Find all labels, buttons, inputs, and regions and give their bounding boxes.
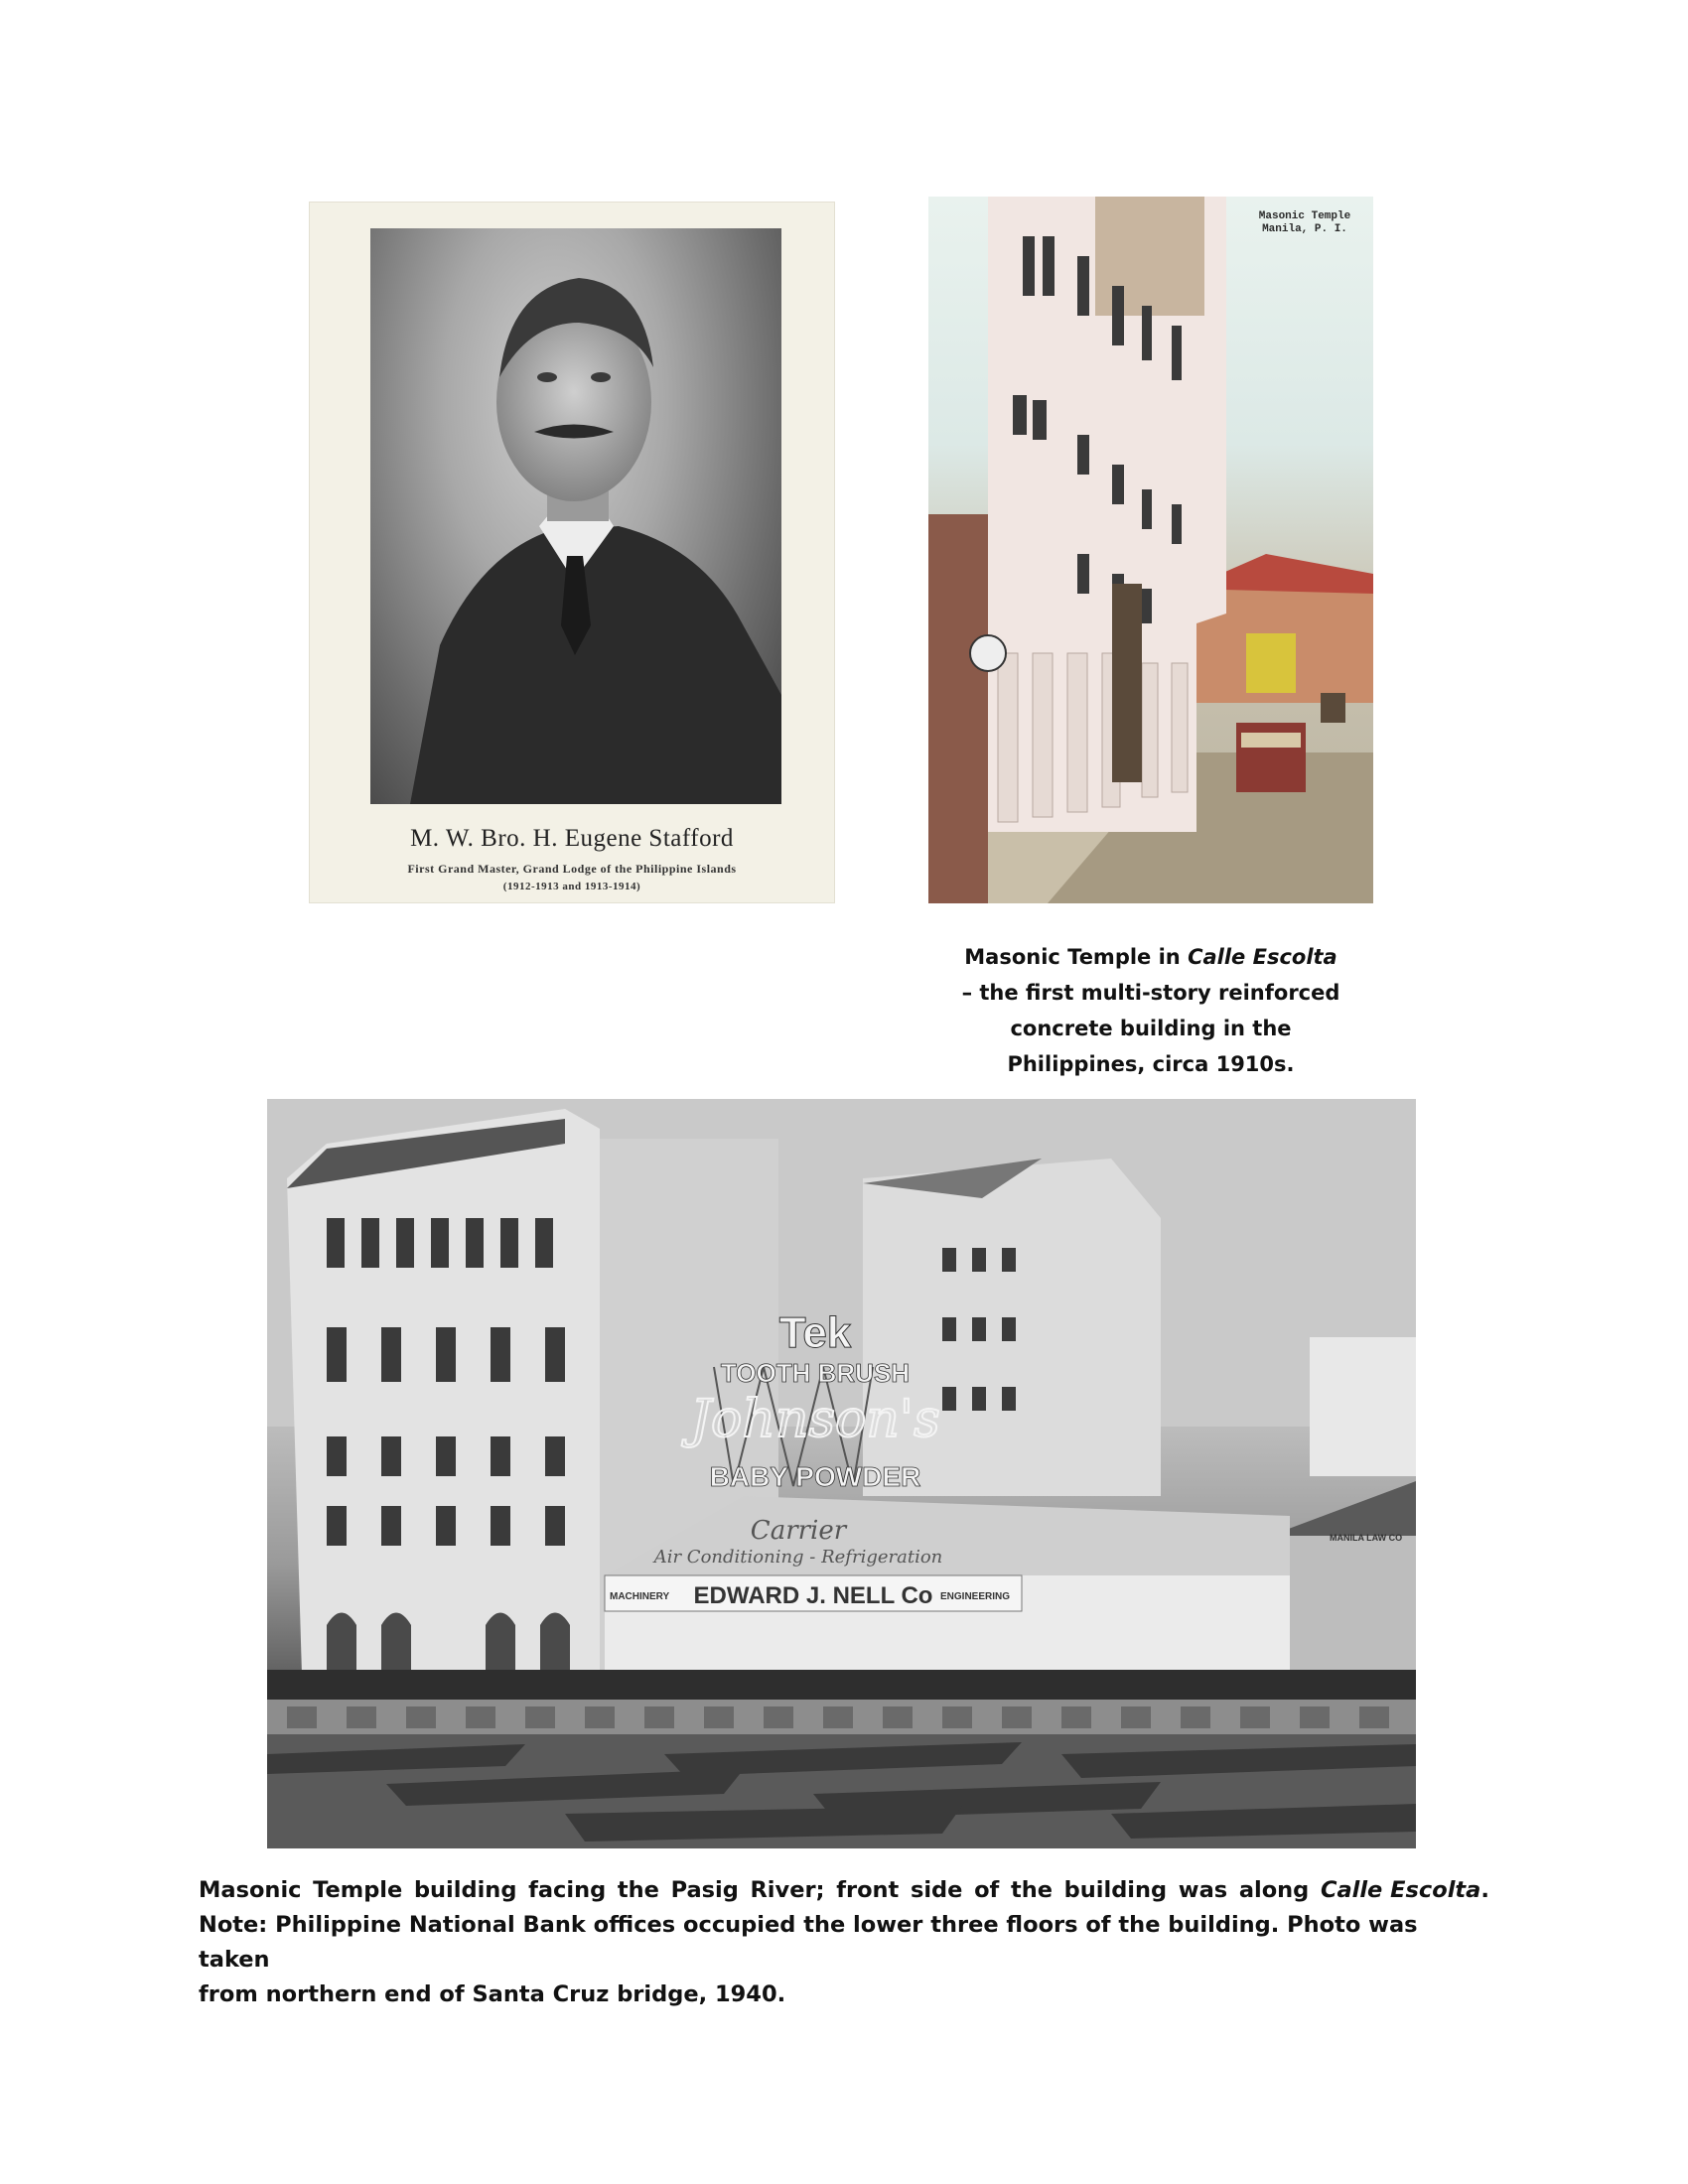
sign-manila-law: MANILA LAW CO — [1330, 1533, 1403, 1543]
postcard-caption-part1: Masonic Temple in — [964, 945, 1189, 969]
caption-word: building — [413, 1877, 517, 1903]
caption-word: the — [1010, 1877, 1054, 1903]
sign-nell: EDWARD J. NELL Co — [693, 1582, 933, 1609]
sign-machinery: MACHINERY — [610, 1591, 670, 1602]
sign-tek: Tek — [778, 1308, 852, 1357]
river-photo-caption — [199, 1873, 1489, 2012]
postcard-label-line1: Masonic Temple — [1258, 210, 1351, 222]
caption-word: was — [1178, 1877, 1228, 1903]
caption-word: Masonic — [199, 1877, 302, 1903]
portrait-years: (1912-1913 and 1913-1914) — [502, 881, 641, 892]
postcard-caption-italic: Calle Escolta — [1188, 945, 1337, 969]
sign-air-conditioning: Air Conditioning - Refrigeration — [653, 1547, 943, 1568]
portrait-title: First Grand Master, Grand Lodge of the Philippine Islands — [407, 862, 737, 876]
caption-word: along — [1238, 1877, 1310, 1903]
river-photo-illustration — [267, 1099, 1416, 1848]
caption-word: the — [617, 1877, 659, 1903]
portrait-photo — [370, 228, 781, 804]
postcard-label — [1240, 210, 1369, 236]
caption-word: building — [1063, 1877, 1168, 1903]
postcard-caption — [928, 939, 1373, 1082]
caption-word: front — [836, 1877, 900, 1903]
sign-toothbrush: TOOTH BRUSH — [720, 1358, 911, 1388]
postcard-illustration — [928, 197, 1373, 903]
caption-word: River; — [750, 1877, 825, 1903]
caption-line3: from northern end of Santa Cruz bridge, 1940. — [199, 1981, 786, 2007]
postcard-caption-part3: concrete building in the — [1010, 1017, 1292, 1040]
sign-johnsons: Johnson's — [690, 1390, 940, 1449]
caption-word: facing — [528, 1877, 607, 1903]
caption-word: Pasig — [670, 1877, 739, 1903]
caption-word: side — [910, 1877, 963, 1903]
portrait-card — [309, 202, 835, 903]
caption-word: of — [974, 1877, 1000, 1903]
postcard-caption-part2: – the first multi-story reinforced — [961, 981, 1340, 1005]
caption-line2: Note: Philippine National Bank offices occupied the lower three floors of the building. Photo was taken — [199, 1912, 1418, 1973]
postcard-label-line2: Manila, P. I. — [1262, 223, 1347, 235]
sign-engineering: ENGINEERING — [940, 1591, 1011, 1602]
portrait-name: M. W. Bro. H. Eugene Stafford — [410, 825, 734, 852]
sign-carrier: Carrier — [750, 1516, 847, 1546]
portrait-illustration — [370, 228, 781, 804]
caption-line1 — [199, 1873, 1489, 1908]
postcard-caption-part4: Philippines, circa 1910s. — [1007, 1052, 1295, 1076]
caption-italic-place: Calle Escolta. — [1320, 1877, 1489, 1903]
pasig-river-photo — [267, 1099, 1416, 1848]
sign-baby-powder: BABY POWDER — [709, 1461, 921, 1492]
masonic-temple-postcard — [928, 197, 1373, 903]
caption-word: Temple — [313, 1877, 403, 1903]
